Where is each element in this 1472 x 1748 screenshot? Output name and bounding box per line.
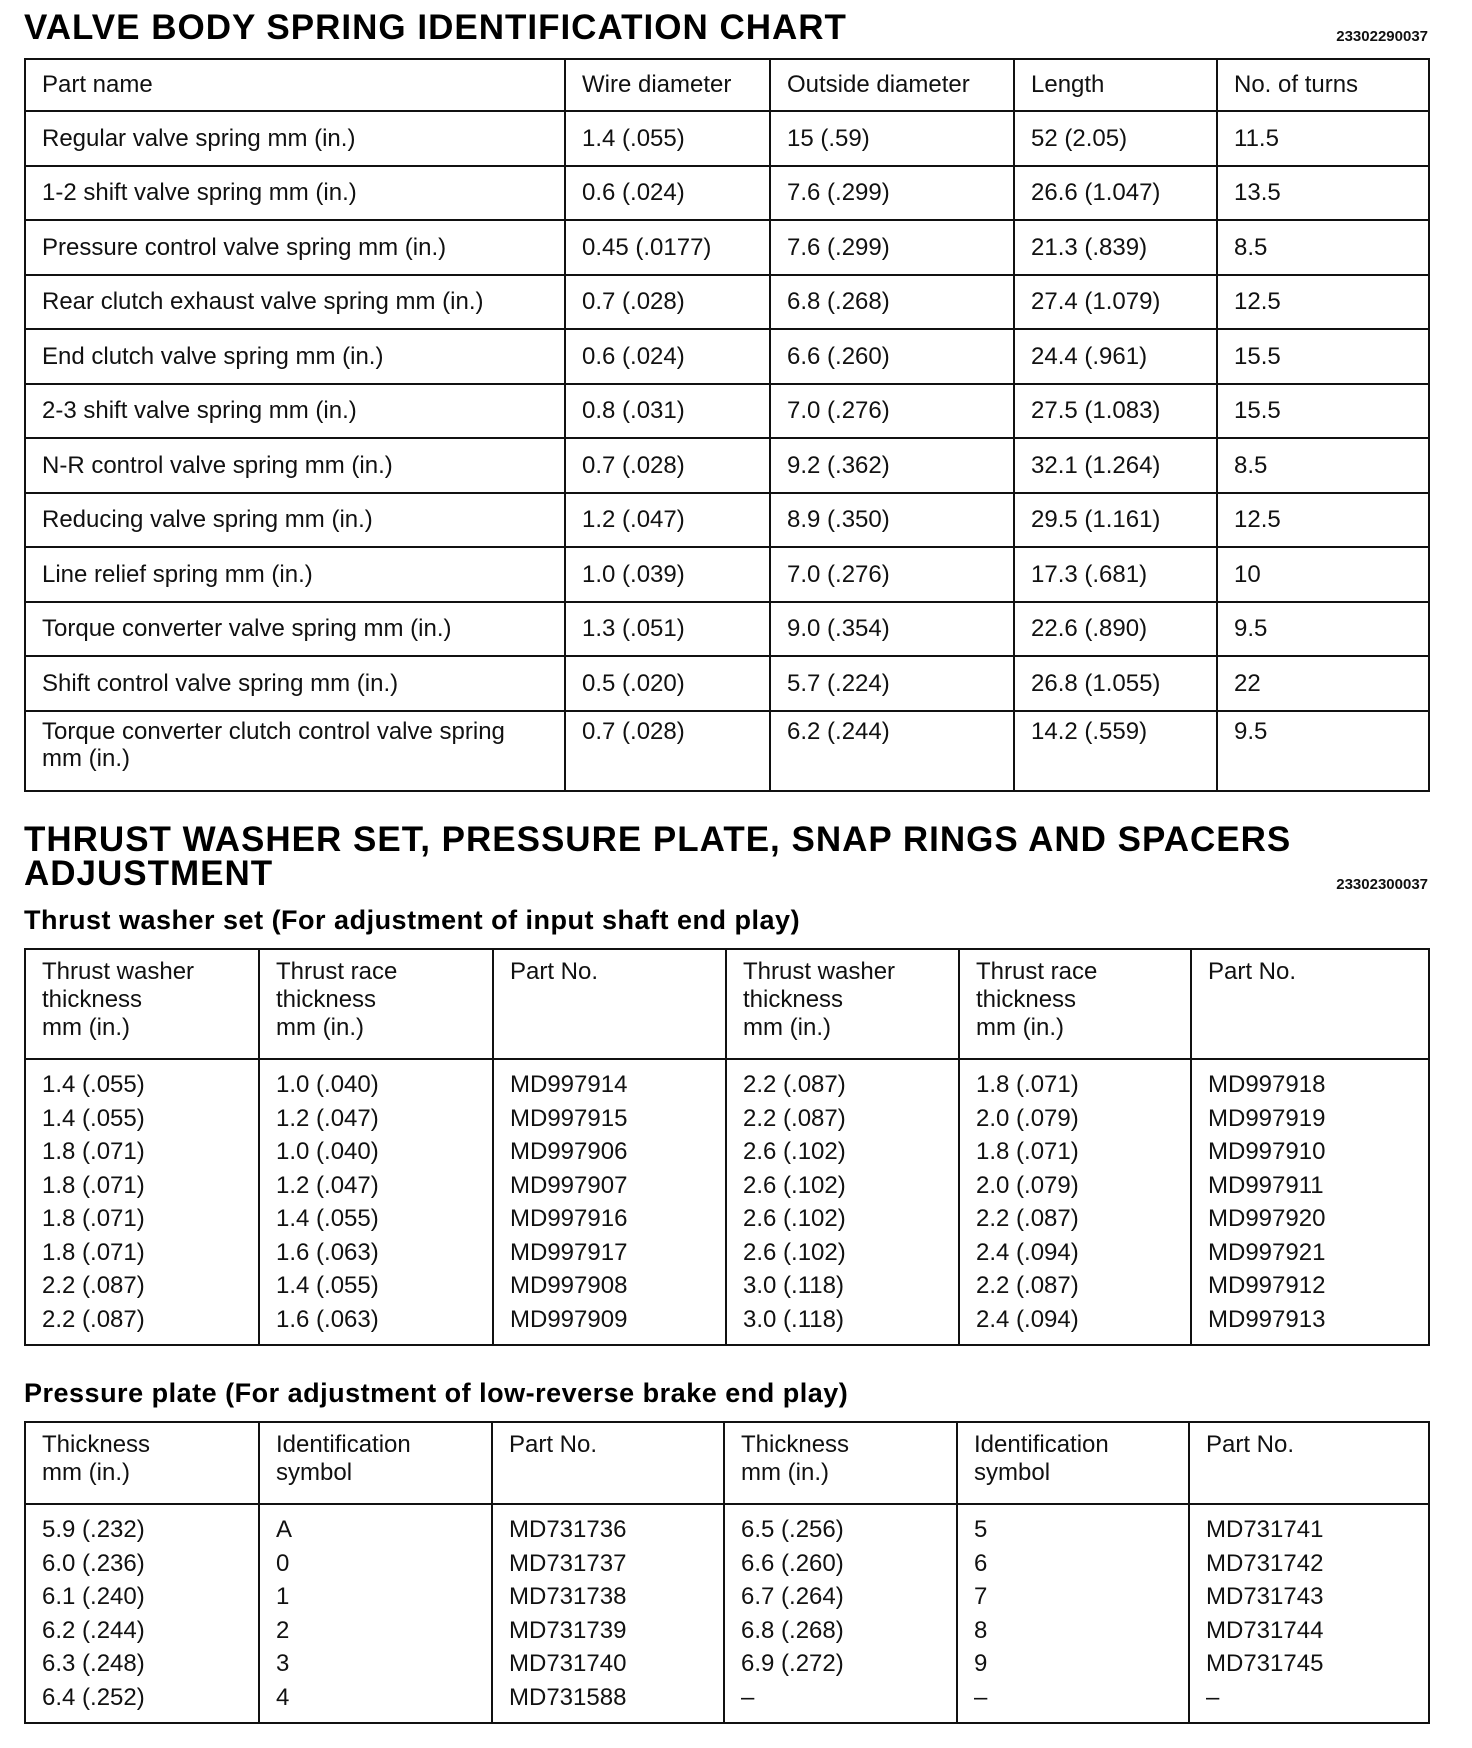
spring-cell: 0.7 (.028): [565, 711, 770, 791]
spring-cell: 24.4 (.961): [1014, 329, 1217, 384]
spring-table: [24, 58, 1430, 792]
spring-cell: 22: [1217, 656, 1429, 711]
spring-row: [25, 493, 1429, 548]
spring-cell: 9.5: [1217, 711, 1429, 791]
thrust-table: [24, 948, 1430, 1346]
thrust-table-header: [25, 949, 1429, 1059]
table-cell: 1.6 (.063): [259, 1303, 493, 1346]
spring-cell: 32.1 (1.264): [1014, 438, 1217, 493]
column-header-line: Thickness: [42, 1431, 151, 1458]
spring-row: [25, 656, 1429, 711]
table-cell: 6: [957, 1547, 1189, 1581]
table-cell: MD731745: [1189, 1647, 1429, 1681]
pressure-table-header: [25, 1422, 1429, 1504]
table-cell: 1.0 (.040): [259, 1059, 493, 1102]
table-cell: 6.8 (.268): [724, 1614, 957, 1648]
spring-cell: 1-2 shift valve spring mm (in.): [25, 166, 565, 221]
spring-row: [25, 547, 1429, 602]
spring-row: [25, 711, 1429, 791]
column-header: [493, 949, 726, 1059]
thrust-row: [25, 1303, 1429, 1346]
spring-cell: 9.2 (.362): [770, 438, 1014, 493]
thrust-row: [25, 1269, 1429, 1303]
column-header-line: mm (in.): [976, 1014, 1064, 1041]
spring-cell: 8.9 (.350): [770, 493, 1014, 548]
spring-cell: N-R control valve spring mm (in.): [25, 438, 565, 493]
spring-cell: 7.0 (.276): [770, 547, 1014, 602]
column-header-line: Identification: [276, 1431, 411, 1458]
pressure-row: [25, 1504, 1429, 1547]
pressure-subtitle: Pressure plate (For adjustment of low-reverse brake end play): [24, 1378, 849, 1408]
adjustment-title-line2: ADJUSTMENT: [24, 854, 274, 893]
adjustment-code: 23302300037: [1336, 876, 1428, 893]
table-cell: 6.6 (.260): [724, 1547, 957, 1581]
column-header-line: Thrust race: [276, 958, 398, 985]
table-cell: MD731737: [492, 1547, 724, 1581]
table-cell: MD731736: [492, 1504, 724, 1547]
table-cell: MD997918: [1191, 1059, 1429, 1102]
spring-cell: End clutch valve spring mm (in.): [25, 329, 565, 384]
pressure-row: [25, 1547, 1429, 1581]
spring-cell: 7.6 (.299): [770, 166, 1014, 221]
spring-cell: 10: [1217, 547, 1429, 602]
table-cell: MD997917: [493, 1236, 726, 1270]
spring-cell: 14.2 (.559): [1014, 711, 1217, 791]
column-header: [25, 949, 259, 1059]
table-cell: 1.4 (.055): [259, 1269, 493, 1303]
spring-cell: 0.5 (.020): [565, 656, 770, 711]
table-cell: MD997913: [1191, 1303, 1429, 1346]
spring-cell: 6.2 (.244): [770, 711, 1014, 791]
table-cell: 2.2 (.087): [959, 1202, 1191, 1236]
thrust-row: [25, 1169, 1429, 1203]
table-cell: 1.8 (.071): [959, 1135, 1191, 1169]
column-header-line: Part No.: [510, 958, 599, 985]
spring-row: [25, 438, 1429, 493]
table-cell: MD997911: [1191, 1169, 1429, 1203]
spring-cell: 1.2 (.047): [565, 493, 770, 548]
table-cell: 6.2 (.244): [42, 1616, 145, 1644]
column-header: [724, 1422, 957, 1504]
table-cell: 6.4 (.252): [42, 1683, 145, 1711]
spring-cell: Shift control valve spring mm (in.): [25, 656, 565, 711]
table-cell: 1.4 (.055): [42, 1104, 145, 1132]
table-cell: –: [1189, 1681, 1429, 1724]
table-cell: MD997915: [493, 1102, 726, 1136]
table-cell: 2.0 (.079): [959, 1102, 1191, 1136]
table-cell: 1.2 (.047): [259, 1169, 493, 1203]
table-cell: MD997916: [493, 1202, 726, 1236]
spring-cell: 15.5: [1217, 329, 1429, 384]
spring-cell: 1.4 (.055): [565, 111, 770, 166]
table-cell: 6.7 (.264): [724, 1580, 957, 1614]
spring-cell: 7.6 (.299): [770, 220, 1014, 275]
table-cell: 1.4 (.055): [42, 1071, 145, 1098]
spring-cell: 0.6 (.024): [565, 166, 770, 221]
spring-chart-header: [24, 10, 1428, 50]
table-cell: 5.9 (.232): [42, 1516, 145, 1543]
spring-cell: Pressure control valve spring mm (in.): [25, 220, 565, 275]
column-header: [726, 949, 959, 1059]
column-header-line: mm (in.): [42, 1014, 130, 1041]
table-cell: 2.6 (.102): [726, 1135, 959, 1169]
column-header-line: Thrust race: [976, 958, 1098, 985]
column-header-line: thickness: [743, 986, 844, 1013]
spring-cell: 27.4 (1.079): [1014, 275, 1217, 330]
table-cell: 2.6 (.102): [726, 1202, 959, 1236]
table-cell: 1.2 (.047): [259, 1102, 493, 1136]
spring-chart-code: 23302290037: [1336, 28, 1428, 45]
spring-cell: 8.5: [1217, 438, 1429, 493]
column-header-line: Thickness: [741, 1431, 850, 1458]
column-header-line: mm (in.): [276, 1014, 364, 1041]
spring-cell: 12.5: [1217, 493, 1429, 548]
table-cell: 7: [957, 1580, 1189, 1614]
spring-row: [25, 275, 1429, 330]
table-cell: 2.6 (.102): [726, 1169, 959, 1203]
thrust-row: [25, 1202, 1429, 1236]
column-header-line: Part No.: [509, 1431, 598, 1458]
table-cell: MD997912: [1191, 1269, 1429, 1303]
spring-cell: Line relief spring mm (in.): [25, 547, 565, 602]
table-cell: 9: [957, 1647, 1189, 1681]
column-header-line: mm (in.): [741, 1459, 829, 1486]
spring-table-header: [25, 59, 1429, 111]
thrust-row: [25, 1236, 1429, 1270]
spring-cell: 27.5 (1.083): [1014, 384, 1217, 439]
table-cell: MD997909: [493, 1303, 726, 1346]
table-cell: MD997907: [493, 1169, 726, 1203]
table-cell: 2.4 (.094): [959, 1303, 1191, 1346]
column-header-line: thickness: [276, 986, 377, 1013]
spring-cell: 21.3 (.839): [1014, 220, 1217, 275]
spring-cell: 0.7 (.028): [565, 275, 770, 330]
spring-chart-title: VALVE BODY SPRING IDENTIFICATION CHART: [24, 8, 847, 47]
spring-cell: 0.7 (.028): [565, 438, 770, 493]
table-cell: MD731743: [1189, 1580, 1429, 1614]
adjustment-title-line1: THRUST WASHER SET, PRESSURE PLATE, SNAP RINGS AND SPACERS: [24, 820, 1292, 859]
spring-cell: 5.7 (.224): [770, 656, 1014, 711]
column-header-line: thickness: [976, 986, 1077, 1013]
table-cell: 6.5 (.256): [724, 1504, 957, 1547]
col-turns: No. of turns: [1217, 59, 1429, 111]
spring-cell: 29.5 (1.161): [1014, 493, 1217, 548]
table-cell: 1.0 (.040): [259, 1135, 493, 1169]
table-cell: 2.0 (.079): [959, 1169, 1191, 1203]
table-cell: 6.0 (.236): [42, 1549, 145, 1577]
table-cell: 1.8 (.071): [42, 1205, 145, 1232]
table-cell: 1.8 (.071): [42, 1138, 145, 1165]
spring-cell: 15.5: [1217, 384, 1429, 439]
spring-cell: 26.8 (1.055): [1014, 656, 1217, 711]
table-cell: MD997919: [1191, 1102, 1429, 1136]
spring-cell: Rear clutch exhaust valve spring mm (in.): [25, 275, 565, 330]
table-cell: MD731741: [1189, 1504, 1429, 1547]
table-cell: A: [259, 1504, 492, 1547]
spring-cell: Regular valve spring mm (in.): [25, 111, 565, 166]
spring-row: [25, 220, 1429, 275]
spring-cell: 6.6 (.260): [770, 329, 1014, 384]
pressure-row: [25, 1614, 1429, 1648]
spring-cell: 2-3 shift valve spring mm (in.): [25, 384, 565, 439]
spring-cell: 15 (.59): [770, 111, 1014, 166]
table-cell: –: [724, 1681, 957, 1724]
table-cell: MD731742: [1189, 1547, 1429, 1581]
spring-cell: 11.5: [1217, 111, 1429, 166]
column-header: [959, 949, 1191, 1059]
column-header: [1191, 949, 1429, 1059]
column-header-line: mm (in.): [42, 1459, 130, 1486]
thrust-subtitle: Thrust washer set (For adjustment of input shaft end play): [24, 905, 801, 935]
spring-cell: 12.5: [1217, 275, 1429, 330]
column-header: [1189, 1422, 1429, 1504]
column-header: [492, 1422, 724, 1504]
spring-row: [25, 602, 1429, 657]
table-cell: 2.2 (.087): [726, 1059, 959, 1102]
thrust-row: [25, 1102, 1429, 1136]
column-header-line: thickness: [42, 986, 143, 1013]
column-header: [259, 1422, 492, 1504]
table-cell: 3.0 (.118): [726, 1303, 959, 1346]
spring-cell: 8.5: [1217, 220, 1429, 275]
col-outside-diameter: Outside diameter: [770, 59, 1014, 111]
col-part-name: Part name: [25, 59, 565, 111]
table-cell: 1.4 (.055): [259, 1202, 493, 1236]
table-cell: 8: [957, 1614, 1189, 1648]
column-header: [25, 1422, 259, 1504]
spring-cell: 0.8 (.031): [565, 384, 770, 439]
table-cell: 1: [259, 1580, 492, 1614]
table-cell: MD731588: [492, 1681, 724, 1724]
spring-cell: 7.0 (.276): [770, 384, 1014, 439]
table-cell: 5: [957, 1504, 1189, 1547]
column-header-line: Part No.: [1208, 958, 1297, 985]
column-header: [957, 1422, 1189, 1504]
spring-cell: 9.0 (.354): [770, 602, 1014, 657]
table-cell: 4: [259, 1681, 492, 1724]
column-header-line: symbol: [276, 1459, 353, 1486]
spring-cell: 0.6 (.024): [565, 329, 770, 384]
table-cell: MD731739: [492, 1614, 724, 1648]
spring-cell: Reducing valve spring mm (in.): [25, 493, 565, 548]
column-header-line: mm (in.): [743, 1014, 831, 1041]
spring-cell: 0.45 (.0177): [565, 220, 770, 275]
col-length: Length: [1014, 59, 1217, 111]
spring-cell: 13.5: [1217, 166, 1429, 221]
pressure-row: [25, 1580, 1429, 1614]
pressure-row: [25, 1681, 1429, 1724]
spring-cell: 52 (2.05): [1014, 111, 1217, 166]
pressure-row: [25, 1647, 1429, 1681]
column-header-line: Part No.: [1206, 1431, 1295, 1458]
table-cell: MD731740: [492, 1647, 724, 1681]
spring-cell: 1.3 (.051): [565, 602, 770, 657]
column-header: [259, 949, 493, 1059]
table-cell: MD997920: [1191, 1202, 1429, 1236]
table-cell: 2.2 (.087): [42, 1272, 145, 1299]
table-cell: MD997921: [1191, 1236, 1429, 1270]
spring-cell: Torque converter clutch control valve spring mm (in.): [25, 711, 565, 791]
column-header-line: symbol: [974, 1459, 1051, 1486]
spring-row: [25, 329, 1429, 384]
table-cell: 1.8 (.071): [42, 1171, 145, 1199]
table-cell: 6.1 (.240): [42, 1583, 145, 1610]
table-cell: 0: [259, 1547, 492, 1581]
spring-cell: 9.5: [1217, 602, 1429, 657]
table-cell: MD731738: [492, 1580, 724, 1614]
table-cell: 2.2 (.087): [959, 1269, 1191, 1303]
table-cell: 2.2 (.087): [726, 1102, 959, 1136]
table-cell: 3.0 (.118): [726, 1269, 959, 1303]
spring-row: [25, 111, 1429, 166]
thrust-row: [25, 1059, 1429, 1102]
table-cell: –: [957, 1681, 1189, 1724]
spring-cell: 6.8 (.268): [770, 275, 1014, 330]
table-cell: 2.4 (.094): [959, 1236, 1191, 1270]
column-header-line: Thrust washer: [743, 958, 896, 985]
spring-row: [25, 166, 1429, 221]
col-wire-diameter: Wire diameter: [565, 59, 770, 111]
column-header-line: Identification: [974, 1431, 1109, 1458]
table-cell: 6.9 (.272): [724, 1647, 957, 1681]
table-cell: 1.8 (.071): [42, 1238, 145, 1266]
spring-cell: 17.3 (.681): [1014, 547, 1217, 602]
table-cell: MD731744: [1189, 1614, 1429, 1648]
column-header-line: Thrust washer: [42, 958, 195, 985]
spring-cell: 1.0 (.039): [565, 547, 770, 602]
spring-cell: 22.6 (.890): [1014, 602, 1217, 657]
table-cell: MD997908: [493, 1269, 726, 1303]
adjustment-header: [24, 822, 1428, 898]
table-cell: 2.2 (.087): [42, 1305, 145, 1333]
spring-row: [25, 384, 1429, 439]
spring-cell: 26.6 (1.047): [1014, 166, 1217, 221]
table-cell: 1.8 (.071): [959, 1059, 1191, 1102]
table-cell: 2.6 (.102): [726, 1236, 959, 1270]
table-cell: MD997910: [1191, 1135, 1429, 1169]
table-cell: 1.6 (.063): [259, 1236, 493, 1270]
table-cell: 3: [259, 1647, 492, 1681]
spring-cell: Torque converter valve spring mm (in.): [25, 602, 565, 657]
table-cell: 2: [259, 1614, 492, 1648]
table-cell: MD997906: [493, 1135, 726, 1169]
table-cell: 6.3 (.248): [42, 1650, 145, 1677]
pressure-table: [24, 1421, 1430, 1724]
table-cell: MD997914: [493, 1059, 726, 1102]
thrust-row: [25, 1135, 1429, 1169]
